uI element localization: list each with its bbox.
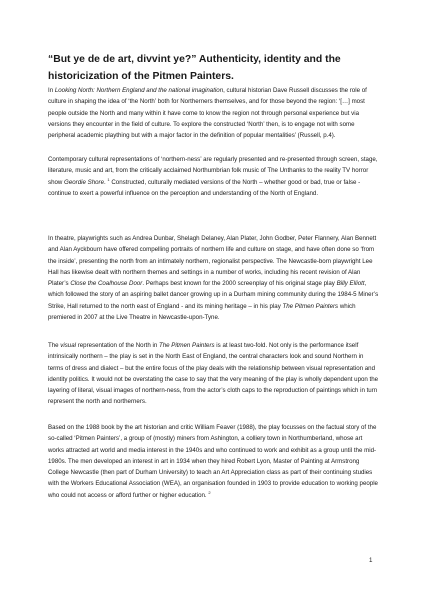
text-run: Contemporary cultural representations of ‘northern-ness’ are regularly presented and re-presented through screen, stage, literature, music and art, from the critically acclaimed Northumbrian folk music of The Unthanks to the reality TV horror show bbox=[48, 156, 378, 186]
paragraph-4 bbox=[48, 340, 379, 408]
text-run: , which followed the story of an aspiring ballet dancer growing up in a Durham mining community during the 1984-5 Miner’s Strike, Hall returned to the north east of England - and its mining heritage – in his play bbox=[48, 280, 379, 310]
paragraph-1 bbox=[48, 85, 379, 141]
footnote-ref: 1 bbox=[107, 176, 110, 182]
text-run: Based on the 1988 book by the art historian and critic William Feaver (1988), the play focusses on the factual story of the so-called ‘Pitmen Painters’, a group of (mostly) miners from Ashington, a colliery town in Northumberland, whose art works attracted art world and media interest in the 1940s and who continued to work and exhibit as a group until the mid-1980s. The men developed an interest in art in 1934 when they hired Robert Lyon, Master of Painting at Armstrong College Newcastle (then part of Durham University) to teach an Art Appreciation class as part of their continuing studies with the Workers Educational Association (WEA), an organisation founded in 1903 to provide education to working people who could not access or afford further or higher education. bbox=[48, 424, 378, 499]
text-run: which premiered in 2007 at the Live Theatre in Newcastle-upon-Tyne. bbox=[48, 302, 356, 322]
text-run: is at least two-fold. Not only is the performance itself intrinsically northern – the play is set in the North East of England, the central characters look and sound Northern in terms of dress and dialect – but the entire focus of the play deals with the relationship between visual representation and identity politics. It would not be overstating the case to say that the very meaning of the play is wholly dependent upon the layering of literal, visual images of northern-ness, from the actor’s cloth caps to the reproduction of paintings which in turn represent the north and northerners. bbox=[48, 342, 379, 406]
text-run: In bbox=[48, 87, 55, 94]
italic-text: Close the Coalhouse Door bbox=[70, 280, 143, 288]
italic-text: Looking North: Northern England and the national imagination bbox=[54, 87, 224, 94]
text-run: The bbox=[48, 342, 61, 349]
text-run: . bbox=[104, 178, 108, 186]
paragraph-5 bbox=[48, 422, 379, 501]
text-run: . Perhaps best known for the 2000 screenplay of his original stage play bbox=[142, 280, 337, 288]
paragraph-3 bbox=[48, 233, 379, 323]
italic-text: visual bbox=[60, 342, 76, 349]
paragraph-2 bbox=[48, 154, 379, 199]
page-number: 1 bbox=[369, 557, 373, 564]
text-run: , cultural historian Dave Russell discusses the role of culture in shaping the idea of ‘the North’ both for Northerners themselves, and for those beyond the region: ‘[…] most people outside the North and many within it have come to know the region not through personal experience but via versions they encounter in the field of culture. To explore the constructed ‘North’ then, is to engage not with some peripheral academic plaything but with a major factor in the definition of popular mentalities’ (Russell, p.4). bbox=[48, 87, 367, 140]
italic-text: Billy Elliott bbox=[336, 280, 365, 288]
italic-text: The Pitmen Painters bbox=[282, 302, 339, 310]
footnote-ref: 2 bbox=[208, 489, 211, 495]
text-run: Constructed, culturally mediated versions of the North – whether good or bad, true or false - continue to exert a powerful influence on the perception and understanding of the North of England. bbox=[48, 178, 361, 197]
text-run: In theatre, playwrights such as Andrea Dunbar, Shelagh Delaney, Alan Plater, John Godber, Peter Flannery, Alan Bennett and Alan Ayckbourn have offered compelling portraits of northern life and culture on stage, and have often done so ‘from the inside’, presenting the north from an intimately northern, regionalist perspective. The Newcastle-born playwright Lee Hall has likewise dealt with northern themes and settings in a number of works, including his recent revision of Alan Plater’s bbox=[48, 235, 377, 288]
italic-text: The Pitmen Painters bbox=[158, 342, 215, 349]
italic-text: Geordie Shore bbox=[64, 178, 104, 186]
text-run: representation of the North in bbox=[76, 342, 159, 349]
document-title: “But ye de de art, divvint ye?” Authenticity, identity and the historicization of the Pitmen Painters. bbox=[48, 54, 341, 82]
